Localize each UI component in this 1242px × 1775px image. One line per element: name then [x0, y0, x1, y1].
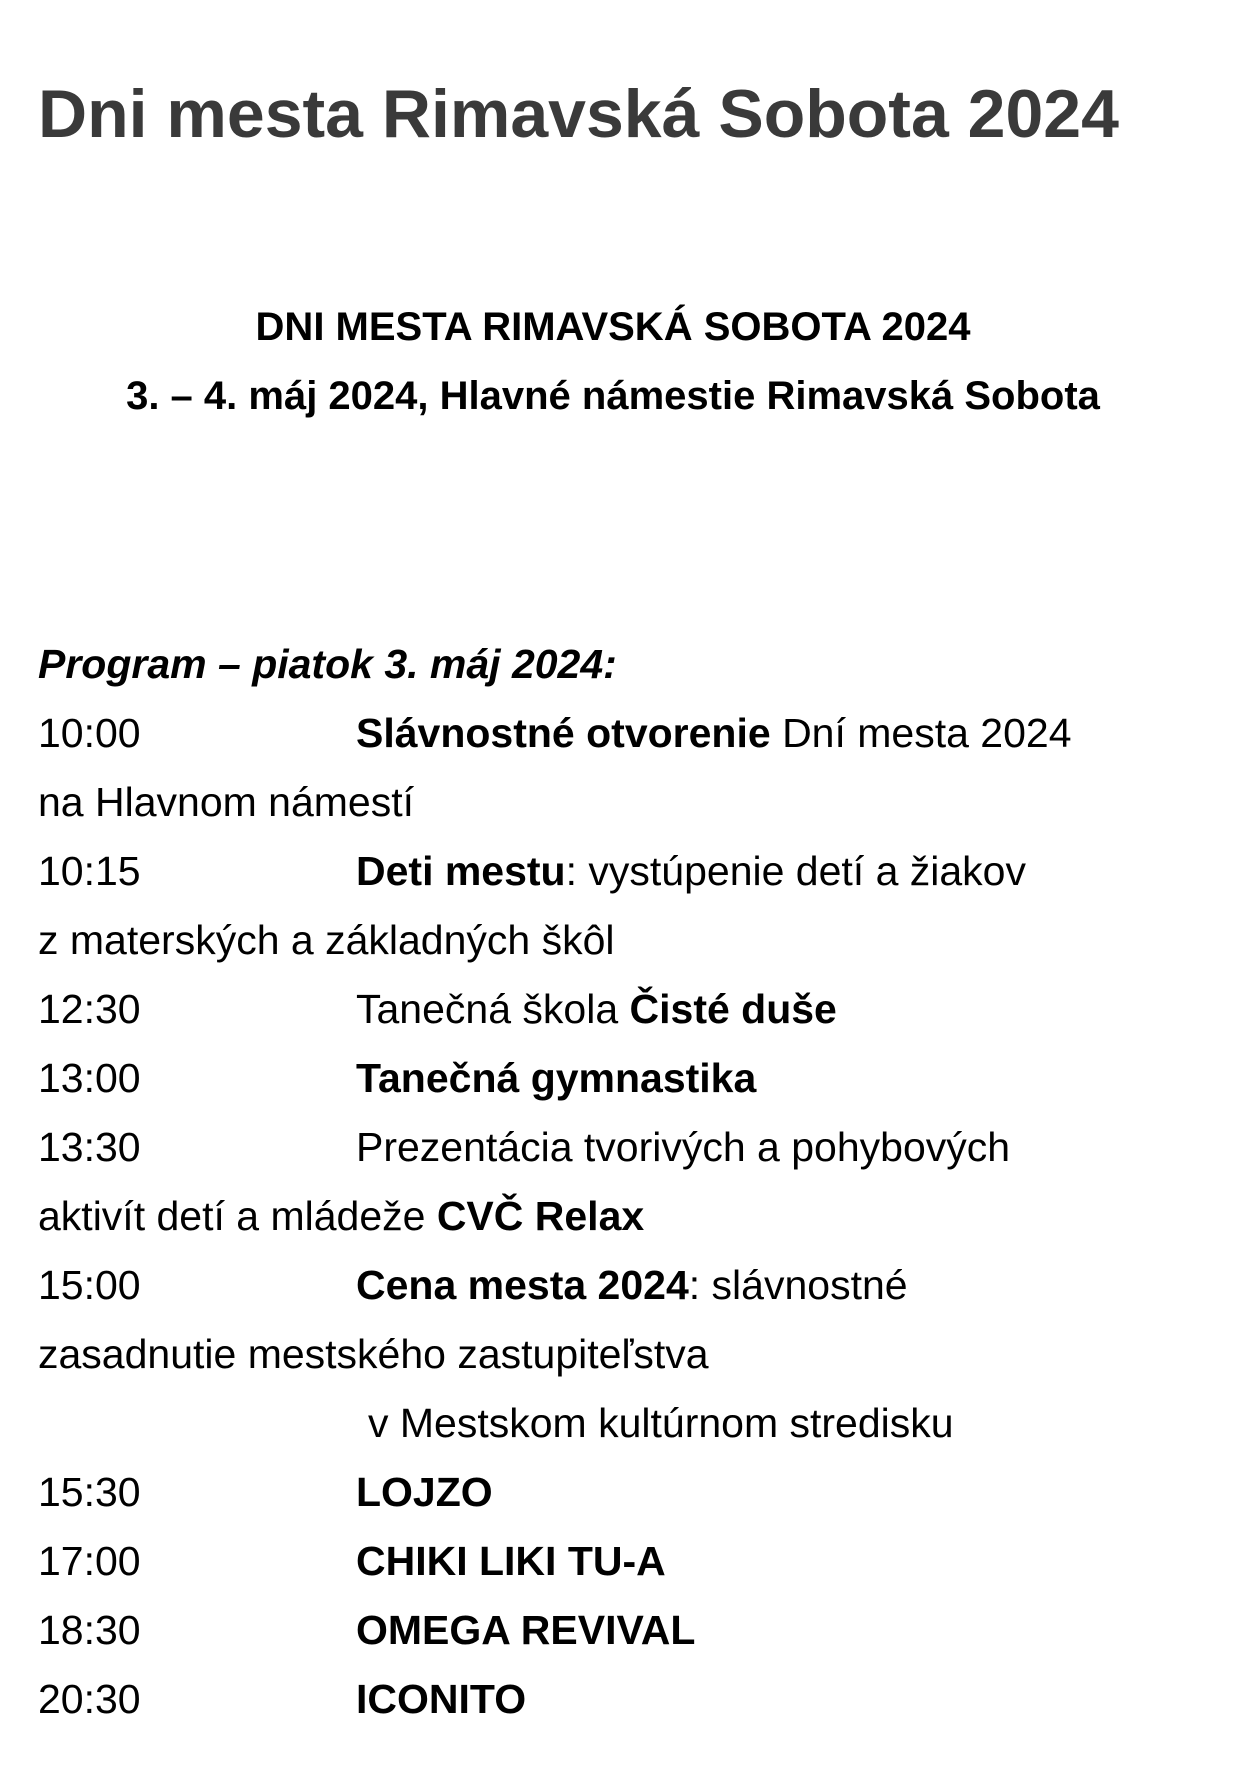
schedule-item [38, 699, 1208, 768]
schedule-item-continuation [38, 768, 1208, 837]
schedule-desc: : slávnostné [688, 1262, 908, 1308]
schedule-time: 15:00 [38, 1262, 141, 1308]
schedule-time: 10:15 [38, 848, 141, 894]
schedule-desc-cont: z materských a základných škôl [38, 917, 615, 963]
schedule-desc-cont: aktivít detí a mládeže [38, 1193, 437, 1239]
schedule-desc-cont: na Hlavnom námestí [38, 779, 415, 825]
schedule-time: 10:00 [38, 710, 141, 756]
schedule-time: 20:30 [38, 1676, 141, 1722]
schedule-item-continuation [38, 1182, 1208, 1251]
schedule-item [38, 1044, 1208, 1113]
program-heading: Program – piatok 3. máj 2024: [38, 641, 617, 687]
schedule-title: OMEGA REVIVAL [356, 1607, 696, 1653]
schedule-title: ICONITO [356, 1676, 527, 1722]
schedule-desc: : vystúpenie detí a žiakov [565, 848, 1026, 894]
schedule-item-continuation [38, 906, 1208, 975]
schedule-title: Čisté duše [629, 986, 837, 1032]
schedule-title: Deti mestu [356, 848, 566, 894]
event-date-location: 3. – 4. máj 2024, Hlavné námestie Rimavská Sobota [126, 374, 1100, 418]
event-header [38, 293, 1188, 431]
schedule-time: 15:30 [38, 1469, 141, 1515]
schedule-time: 12:30 [38, 986, 141, 1032]
schedule-time: 13:30 [38, 1124, 141, 1170]
schedule-item-continuation [38, 1389, 1208, 1458]
schedule-item [38, 975, 1208, 1044]
event-name: DNI MESTA RIMAVSKÁ SOBOTA 2024 [255, 305, 971, 349]
schedule-desc: Dní mesta 2024 [770, 710, 1072, 756]
schedule-item-continuation [38, 1320, 1208, 1389]
schedule-desc: Prezentácia tvorivých a pohybových [356, 1124, 1011, 1170]
schedule-time: 13:00 [38, 1055, 141, 1101]
schedule-item [38, 837, 1208, 906]
schedule-item [38, 1458, 1208, 1527]
schedule-title: Tanečná gymnastika [356, 1055, 757, 1101]
schedule-time: 18:30 [38, 1607, 141, 1653]
schedule-item [38, 1251, 1208, 1320]
schedule-title: Slávnostné otvorenie [356, 710, 771, 756]
schedule-title: CVČ Relax [436, 1193, 645, 1239]
schedule-item [38, 1113, 1208, 1182]
program-schedule [38, 630, 1208, 1734]
schedule-desc-cont: zasadnutie mestského zastupiteľstva [38, 1331, 709, 1377]
schedule-title: CHIKI LIKI TU-A [356, 1538, 666, 1584]
schedule-desc: Tanečná škola [356, 986, 630, 1032]
schedule-item [38, 1665, 1208, 1734]
schedule-item [38, 1596, 1208, 1665]
page-title: Dni mesta Rimavská Sobota 2024 [38, 76, 1119, 152]
schedule-time: 17:00 [38, 1538, 141, 1584]
schedule-item [38, 1527, 1208, 1596]
schedule-title: LOJZO [356, 1469, 493, 1515]
schedule-title: Cena mesta 2024 [356, 1262, 689, 1308]
schedule-desc-cont: v Mestskom kultúrnom stredisku [368, 1400, 954, 1446]
